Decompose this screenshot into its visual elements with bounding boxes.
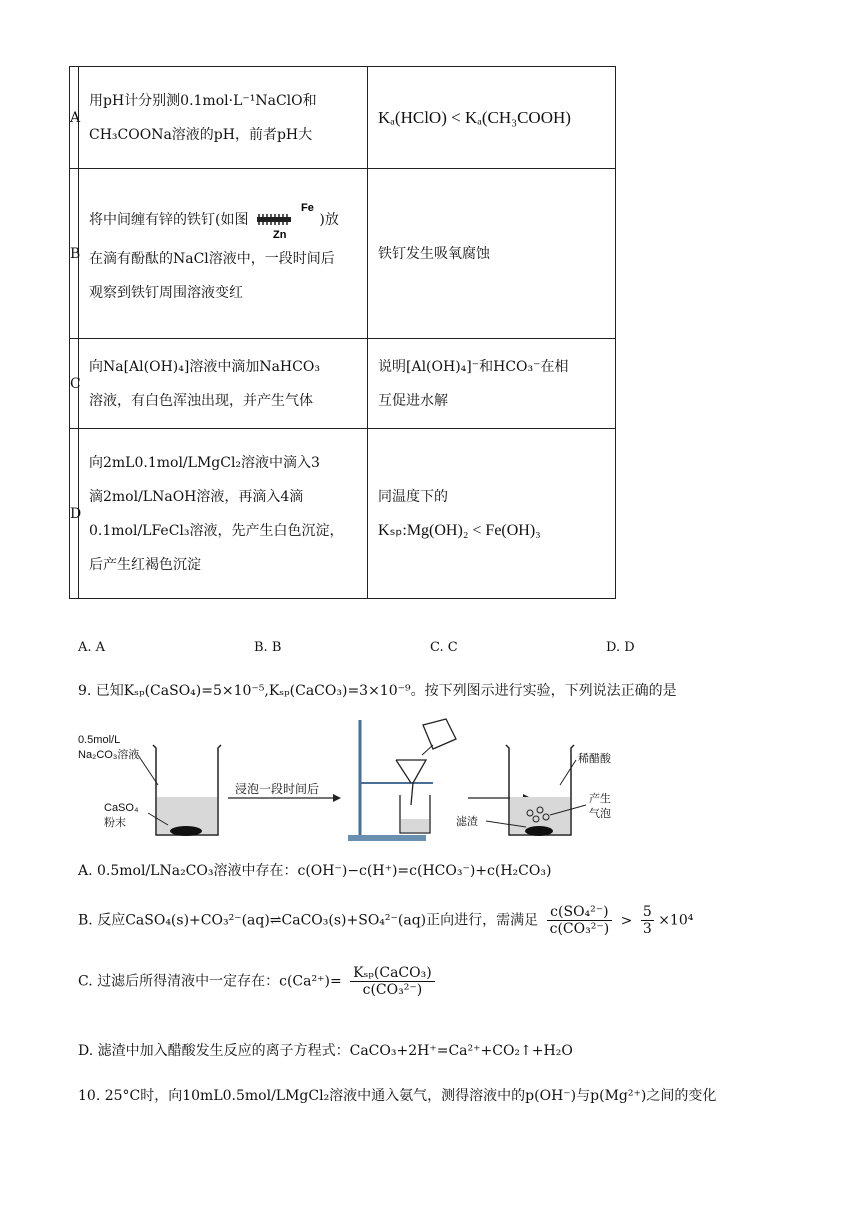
table-row-d (70, 429, 616, 599)
fe-label: Fe (300, 201, 314, 214)
residue-label: 滤渣 (456, 816, 478, 828)
beaker-1-icon (138, 745, 221, 836)
row-text: 后产生红褐色沉淀 (89, 556, 201, 573)
beaker1-label: 0.5mol/L (78, 734, 121, 746)
row-text: 用pH计分别测0.1mol·L⁻¹NaClO和 (89, 92, 317, 109)
q9-option-a[interactable]: A. 0.5mol/LNa₂CO₃溶液中存在：c(OH⁻)−c(H⁺)=c(HCO₃⁻)+c(H₂CO₃) (78, 863, 552, 879)
row-conclusion (368, 67, 616, 169)
choice-b[interactable]: B. B (254, 640, 282, 655)
beaker-2-icon (486, 745, 586, 836)
row-text: 观察到铁钉周围溶液变红 (89, 284, 243, 301)
row-conclusion (368, 339, 616, 429)
powder-label: CaSO₄ (104, 802, 139, 814)
row-text: )放 (319, 211, 339, 228)
row-label: B (70, 169, 79, 339)
row-label: A (70, 67, 79, 169)
q9-stem: 9. 已知Kₛₚ(CaSO₄)=5×10⁻⁵,Kₛₚ(CaCO₃)=3×10⁻⁹。按下列图示进行实验，下列说法正确的是 (78, 683, 677, 699)
row-text: 滴2mol/LNaOH溶液，再滴入4滴 (89, 488, 304, 505)
fraction-num: c(SO₄²⁻) (547, 904, 613, 921)
zinc-wrapped-nail-icon (253, 201, 315, 239)
choice-c[interactable]: C. C (430, 640, 458, 655)
row-text: 铁钉发生吸氧腐蚀 (378, 245, 490, 262)
fraction-num: Kₛₚ(CaCO₃) (350, 965, 435, 982)
table-row-a (70, 67, 616, 169)
q9-option-d[interactable]: D. 滤渣中加入醋酸发生反应的离子方程式：CaCO₃+2H⁺=Ca²⁺+CO₂↑+H₂O (78, 1043, 573, 1059)
option-b-text: B. 反应CaSO₄(s)+CO₃²⁻(aq)⇌CaCO₃(s)+SO₄²⁻(aq)正向进行，需满足 (78, 912, 539, 929)
q10-stem: 10. 25°C时，向10mL0.5mol/LMgCl₂溶液中通入氨气，测得溶液中的p(OH⁻)与p(Mg²⁺)之间的变化 (78, 1088, 717, 1104)
row-condition (79, 339, 368, 429)
nail-svg (253, 201, 315, 239)
bubble-label: 气泡 (589, 808, 611, 820)
powder-label: 粉末 (104, 817, 126, 829)
row-conclusion (368, 429, 616, 599)
question-table (69, 66, 616, 599)
fraction-num: 5 (642, 904, 652, 920)
row-text: 在滴有酚酞的NaCl溶液中，一段时间后 (89, 250, 335, 267)
fraction (547, 904, 613, 937)
row-label: C (70, 339, 79, 429)
row-text: 向Na[Al(OH)₄]溶液中滴加NaHCO₃ (89, 358, 320, 375)
row-text: CH₃COONa溶液的pH，前者pH大 (89, 126, 313, 143)
fraction (350, 965, 435, 998)
row-condition (79, 67, 368, 169)
acid-label: 稀醋酸 (578, 753, 611, 765)
experiment-figure (78, 715, 718, 845)
row-text: 同温度下的 (378, 488, 448, 505)
option-c-text: C. 过滤后所得清液中一定存在：c(Ca²⁺)= (78, 973, 342, 990)
row-text: Kₛₚ:Mg(OH)₂ < Fe(OH)₃ (378, 521, 541, 539)
table-row-b (70, 169, 616, 339)
bubble-label: 产生 (589, 793, 611, 805)
fraction-den: 3 (642, 921, 652, 937)
filtration-stand-icon (348, 719, 456, 841)
beaker1-label: Na₂CO₃溶液 (78, 749, 140, 761)
table-row-c (70, 339, 616, 429)
row-text: 将中间缠有锌的铁钉(如图 (89, 211, 249, 228)
row-text: Kₐ(HClO) < Kₐ(CH₃COOH) (378, 107, 571, 127)
row-conclusion (368, 169, 616, 339)
q9-option-b[interactable]: B. 反应CaSO₄(s)+CO₃²⁻(aq)⇌CaCO₃(s)+SO₄²⁻(aq)正向进行，需满足 $\frac{\text{c(SO₄²⁻)}}{\text{c(CO₃²⁻)}}$ > $\frac{5}{3}$ ×10⁴ (78, 904, 694, 937)
fraction-den: c(CO₃²⁻) (362, 982, 423, 998)
option-b-tail: ×10⁴ (658, 912, 694, 929)
row-label: D (70, 429, 79, 599)
fraction-den: c(CO₃²⁻) (549, 921, 610, 937)
row-condition (79, 429, 368, 599)
fraction (641, 904, 654, 937)
row-text: 0.1mol/LFeCl₃溶液，先产生白色沉淀， (89, 522, 344, 539)
row-condition (79, 169, 368, 339)
choice-d[interactable]: D. D (606, 640, 635, 655)
choice-a[interactable]: A. A (78, 640, 106, 655)
zn-label: Zn (272, 228, 287, 239)
arrow1-label: 浸泡一段时间后 (235, 782, 320, 796)
row-text: 向2mL0.1mol/LMgCl₂溶液中滴入3 (89, 454, 320, 471)
row-text: 说明[Al(OH)₄]⁻和HCO₃⁻在相 (378, 358, 569, 375)
row-text: 溶液，有白色浑浊出现，并产生气体 (89, 392, 313, 409)
q9-option-c[interactable] (78, 965, 435, 998)
row-text: 互促进水解 (378, 392, 448, 409)
